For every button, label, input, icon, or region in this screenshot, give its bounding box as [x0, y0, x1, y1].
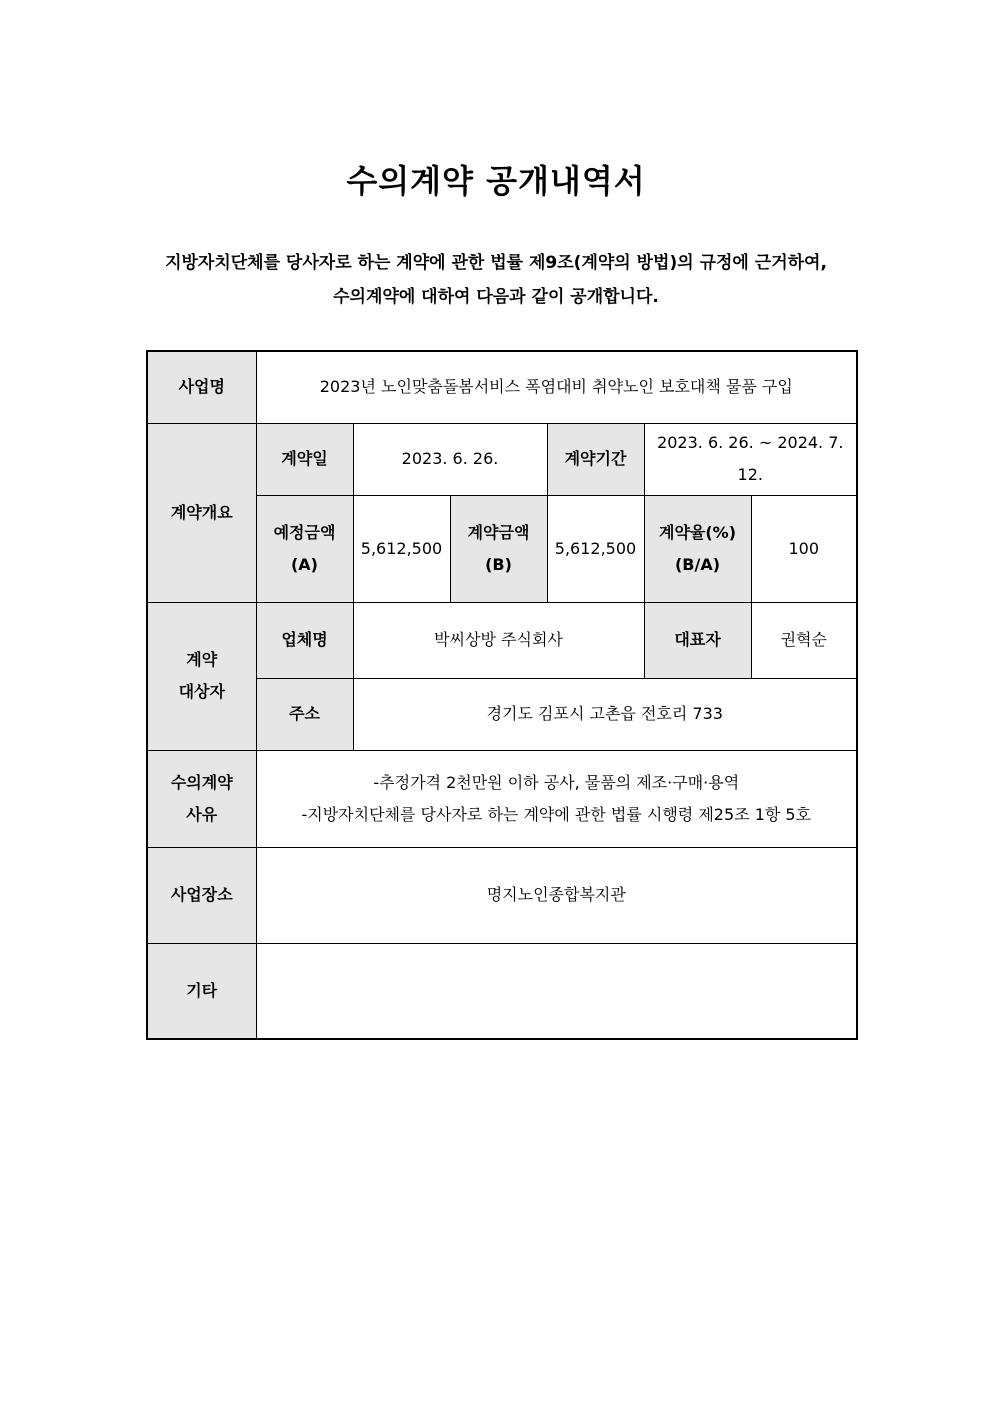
- contract-amount-label: [450, 495, 547, 602]
- estimated-amount-label-line1: 예정금액: [273, 522, 336, 542]
- address-value: 경기도 김포시 고촌읍 전호리 733: [353, 678, 857, 750]
- page-title: 수의계약 공개내역서: [346, 162, 646, 200]
- reason-label: [147, 750, 256, 847]
- contract-period-label: 계약기간: [547, 423, 644, 495]
- row-reason: [147, 750, 857, 847]
- intro-line-2: 수의계약에 대하여 다음과 같이 공개합니다.: [333, 287, 659, 307]
- representative-value: 권혁순: [751, 602, 857, 678]
- row-location: [147, 847, 857, 943]
- contract-amount-label-line2: (B): [485, 554, 512, 574]
- estimated-amount-label-line2: (A): [290, 554, 318, 574]
- counterparty-label: [147, 602, 256, 750]
- location-label: 사업장소: [147, 847, 256, 943]
- reason-label-line2: 사유: [186, 804, 218, 824]
- row-contract-date: [147, 423, 857, 495]
- contract-date-value: 2023. 6. 26.: [353, 423, 547, 495]
- company-label: 업체명: [256, 602, 353, 678]
- contract-amount-value: 5,612,500: [547, 495, 644, 602]
- address-label: 주소: [256, 678, 353, 750]
- project-name-label: 사업명: [147, 351, 256, 423]
- counterparty-label-line1: 계약: [186, 650, 218, 669]
- contract-amount-label-line1: 계약금액: [467, 522, 530, 542]
- contract-rate-label: [644, 495, 751, 602]
- company-value: 박씨상방 주식회사: [353, 602, 644, 678]
- contract-disclosure-table: [146, 350, 858, 1040]
- representative-label: 대표자: [644, 602, 751, 678]
- etc-label: 기타: [147, 943, 256, 1039]
- etc-value: [256, 943, 857, 1039]
- contract-rate-label-line2: (B/A): [674, 554, 721, 574]
- reason-line-1: -추정가격 2천만원 이하 공사, 물품의 제조·구매·용역: [373, 772, 740, 792]
- reason-label-line1: 수의계약: [170, 772, 233, 792]
- contract-rate-value: 100: [751, 495, 857, 602]
- estimated-amount-label: [256, 495, 353, 602]
- row-project-name: [147, 351, 857, 423]
- overview-label: 계약개요: [147, 423, 256, 602]
- row-company: [147, 602, 857, 678]
- contract-date-label: 계약일: [256, 423, 353, 495]
- reason-value: [256, 750, 857, 847]
- estimated-amount-value: 5,612,500: [353, 495, 450, 602]
- contract-rate-label-line1: 계약율(%): [658, 522, 737, 542]
- intro-line-1: 지방자치단체를 당사자로 하는 계약에 관한 법률 제9조(계약의 방법)의 규정에 근거하여,: [165, 253, 827, 273]
- contract-period-value: 2023. 6. 26. ~ 2024. 7. 12.: [644, 423, 857, 495]
- project-name-value: 2023년 노인맞춤돌봄서비스 폭염대비 취약노인 보호대책 물품 구입: [256, 351, 857, 423]
- counterparty-label-line2: 대상자: [178, 682, 225, 701]
- location-value: 명지노인종합복지관: [256, 847, 857, 943]
- row-etc: [147, 943, 857, 1039]
- reason-line-2: -지방자치단체를 당사자로 하는 계약에 관한 법률 시행령 제25조 1항 5호: [301, 804, 812, 824]
